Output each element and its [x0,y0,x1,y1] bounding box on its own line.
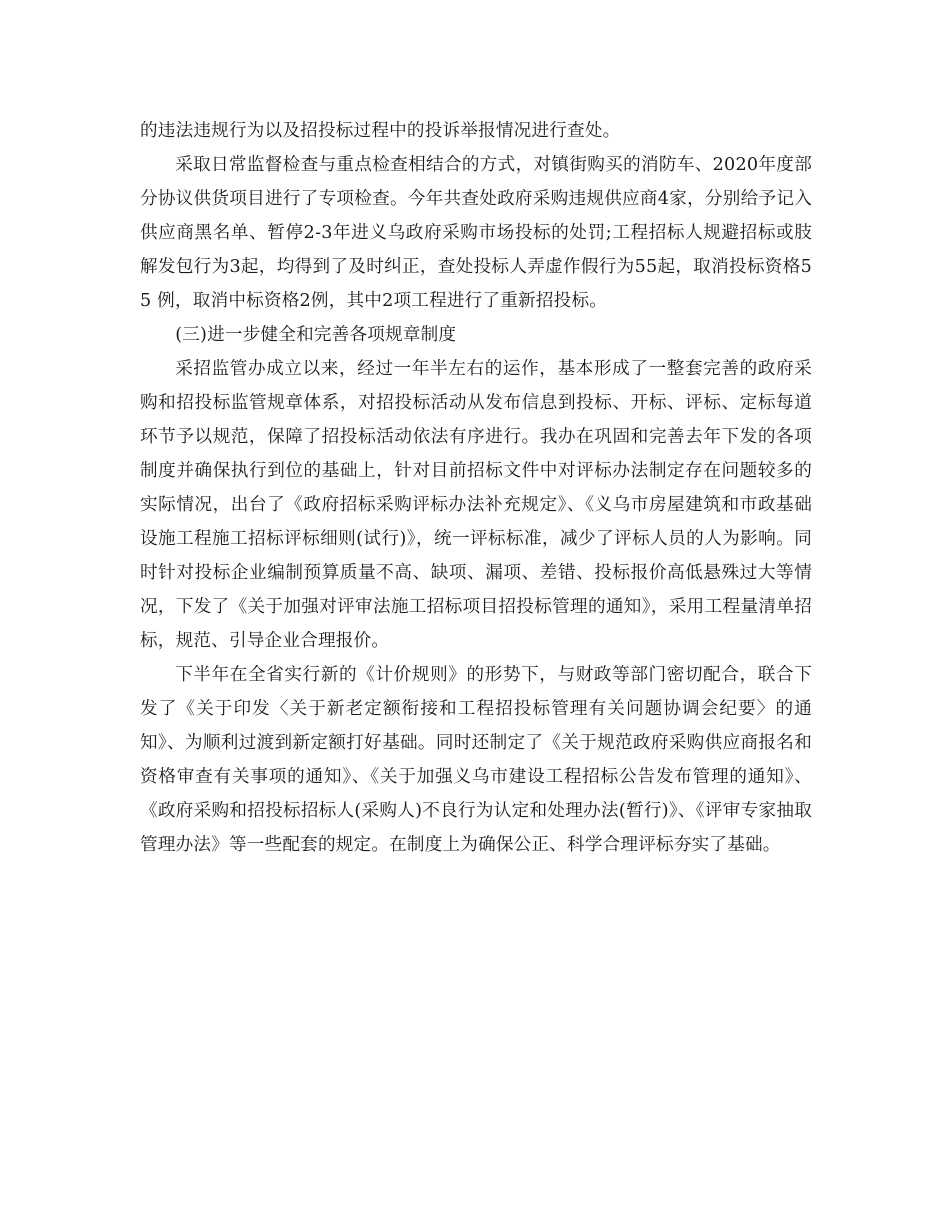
paragraph-pricing-rules: 下半年在全省实行新的《计价规则》的形势下，与财政等部门密切配合，联合下发了《关于印发〈关于新老定额衔接和工程招投标管理有关问题协调会纪要〉的通知》、为顺利过渡到新定额打好基础。同时还制定了《关于规范政府采购供应商报名和资格审查有关事项的通知》、《关于加强义乌市建设工程招标公告发布管理的通知》、《政府采购和招投标招标人(采购人)不良行为认定和处理办法(暂行)》、《评审专家抽取管理办法》等一些配套的规定。在制度上为确保公正、科学合理评标夯实了基础。 [140,665,812,855]
section-heading: (三)进一步健全和完善各项规章制度 [175,325,457,345]
paragraph-regulation-system: 采招监管办成立以来，经过一年半左右的运作，基本形成了一整套完善的政府采购和招投标监管规章体系，对招投标活动从发布信息到投标、开标、评标、定标每道环节予以规范，保障了招投标活动依法有序进行。我办在巩固和完善去年下发的各项制度并确保执行到位的基础上，针对目前招标文件中对评标办法制定存在问题较多的实际情况，出台了《政府招标采购评标办法补充规定》、《义乌市房屋建筑和市政基础设施工程施工招标评标细则(试行)》，统一评标标准，减少了评标人员的人为影响。同时针对投标企业编制预算质量不高、缺项、漏项、差错、投标报价高低悬殊过大等情况，下发了《关于加强对评审法施工招标项目招投标管理的通知》，采用工程量清单招标，规范、引导企业合理报价。 [140,359,812,651]
paragraph-continuation: 的违法违规行为以及招投标过程中的投诉举报情况进行查处。 [140,121,621,141]
document-body [140,114,812,862]
paragraph-special-inspection: 采取日常监督检查与重点检查相结合的方式，对镇街购买的消防车、2020年度部分协议供货项目进行了专项检查。今年共查处政府采购违规供应商4家，分别给予记入供应商黑名单、暂停2-3年进义乌政府采购市场投标的处罚;工程招标人规避招标或肢解发包行为3起，均得到了及时纠正，查处投标人弄虚作假行为55起，取消投标资格55 例，取消中标资格2例，其中2项工程进行了重新招投标。 [140,155,812,311]
